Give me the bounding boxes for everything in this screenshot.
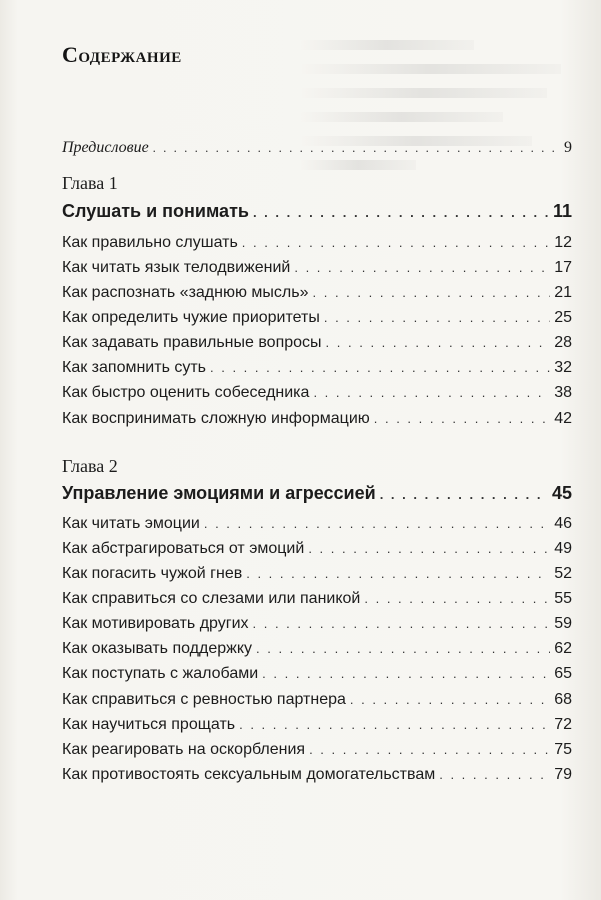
leader-dots [253, 614, 551, 634]
leader-dots [210, 358, 550, 378]
leader-dots [374, 409, 550, 429]
leader-dots [256, 639, 550, 659]
toc-entry[interactable] [62, 664, 572, 684]
entry-page: 17 [554, 259, 572, 276]
toc-entry[interactable] [62, 589, 572, 609]
toc-entry[interactable] [62, 514, 572, 534]
entry-page: 79 [554, 766, 572, 783]
entry-page: 65 [554, 665, 572, 682]
toc-entry[interactable] [62, 358, 572, 378]
leader-dots [350, 690, 550, 710]
entry-page: 32 [554, 359, 572, 376]
toc-entry[interactable] [62, 539, 572, 559]
entry-label: Как противостоять сексуальным домогательствам [62, 766, 436, 783]
leader-dots [294, 258, 550, 278]
leader-dots [309, 740, 550, 760]
entry-label: Как читать язык телодвижений [62, 259, 291, 276]
entry-label: Как научиться прощать [62, 716, 236, 733]
entry-page: 12 [554, 234, 572, 251]
leader-dots [326, 333, 551, 353]
entry-label: Как читать эмоции [62, 515, 200, 532]
toc-entry[interactable] [62, 564, 572, 584]
leader-dots [313, 383, 550, 403]
entry-page: 25 [554, 309, 572, 326]
toc-entry[interactable] [62, 283, 572, 303]
entry-page: 46 [554, 515, 572, 532]
chapter-title: Слушать и понимать [62, 201, 249, 221]
entry-page: 62 [554, 640, 572, 657]
entry-page: 55 [554, 590, 572, 607]
entry-label: Как быстро оценить собеседника [62, 384, 310, 401]
entry-page: 68 [554, 691, 572, 708]
entry-label: Как запомнить суть [62, 359, 207, 376]
entry-page: 49 [554, 540, 572, 557]
entry-label: Как справиться со слезами или паникой [62, 590, 361, 607]
bleed-through-text [300, 40, 590, 860]
toc-entry-preface[interactable] [62, 138, 572, 158]
entry-label: Предисловие [62, 139, 149, 156]
entry-label: Как справиться с ревностью партнера [62, 691, 346, 708]
entry-page: 11 [552, 201, 572, 221]
entry-label: Как мотивировать других [62, 615, 249, 632]
entry-label: Как распознать «заднюю мысль» [62, 284, 309, 301]
leader-dots [246, 564, 550, 584]
entry-label: Как определить чужие приоритеты [62, 309, 320, 326]
entry-label: Как воспринимать сложную информацию [62, 410, 370, 427]
toc-entry[interactable] [62, 740, 572, 760]
entry-label: Как задавать правильные вопросы [62, 334, 322, 351]
entry-page: 21 [554, 284, 572, 301]
entry-page: 38 [554, 384, 572, 401]
toc-entry-chapter[interactable] [62, 201, 572, 223]
leader-dots [242, 233, 550, 253]
toc-entry[interactable] [62, 690, 572, 710]
chapter-number: Глава 1 [62, 173, 118, 193]
leader-dots [262, 664, 550, 684]
leader-dots [253, 203, 549, 223]
entry-label: Как оказывать поддержку [62, 640, 253, 657]
entry-page: 75 [554, 741, 572, 758]
leader-dots [308, 539, 550, 559]
toc-entry[interactable] [62, 409, 572, 429]
leader-dots [239, 715, 550, 735]
toc-title: Содержание [62, 42, 182, 67]
entry-page: 72 [554, 716, 572, 733]
entry-page: 42 [554, 410, 572, 427]
leader-dots [380, 485, 548, 505]
toc-entry[interactable] [62, 308, 572, 328]
leader-dots [439, 765, 550, 785]
toc-entry[interactable] [62, 715, 572, 735]
toc-entry[interactable] [62, 233, 572, 253]
toc-entry[interactable] [62, 614, 572, 634]
entry-label: Как правильно слушать [62, 234, 238, 251]
leader-dots [204, 514, 550, 534]
chapter-title: Управление эмоциями и агрессией [62, 483, 376, 503]
leader-dots [153, 138, 560, 158]
leader-dots [324, 308, 550, 328]
toc-entry-chapter[interactable] [62, 483, 572, 505]
entry-page: 28 [554, 334, 572, 351]
leader-dots [364, 589, 550, 609]
entry-label: Как поступать с жалобами [62, 665, 259, 682]
chapter-number: Глава 2 [62, 456, 118, 476]
toc-entry[interactable] [62, 765, 572, 785]
entry-label: Как погасить чужой гнев [62, 565, 243, 582]
toc-entry[interactable] [62, 258, 572, 278]
entry-label: Как реагировать на оскорбления [62, 741, 306, 758]
toc-entry[interactable] [62, 333, 572, 353]
entry-label: Как абстрагироваться от эмоций [62, 540, 305, 557]
entry-page: 9 [564, 139, 572, 156]
entry-page: 59 [554, 615, 572, 632]
toc-entry[interactable] [62, 639, 572, 659]
entry-page: 45 [551, 483, 572, 503]
toc-entry[interactable] [62, 383, 572, 403]
entry-page: 52 [554, 565, 572, 582]
leader-dots [313, 283, 551, 303]
